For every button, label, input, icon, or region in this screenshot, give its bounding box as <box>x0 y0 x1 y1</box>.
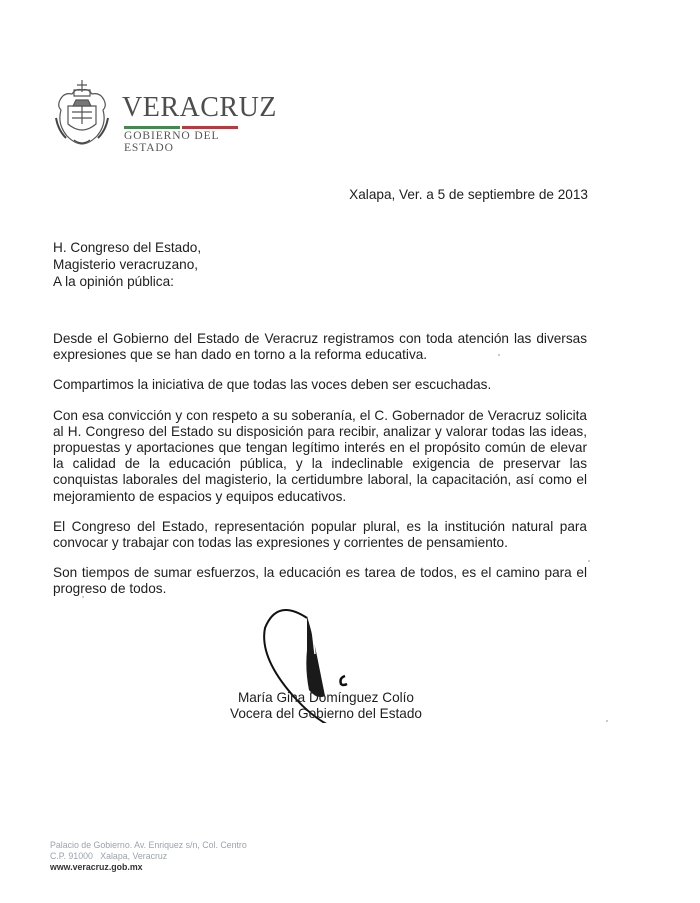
recipient-line: A la opinión pública: <box>53 274 174 289</box>
date-line: Xalapa, Ver. a 5 de septiembre de 2013 <box>349 187 588 202</box>
signatory-name: María Gina Domínguez Colío <box>237 690 414 705</box>
brand-name: VERACRUZ <box>122 92 277 123</box>
scan-speck <box>588 560 590 562</box>
body-paragraph: Son tiempos de sumar esfuerzos, la educación es tarea de todos, es el camino para el progreso de todos. <box>53 565 587 597</box>
signatory-title: Vocera del Gobierno del Estado <box>230 706 422 721</box>
letter-footer <box>50 840 247 873</box>
letterhead-logo <box>52 78 277 154</box>
recipient-line: H. Congreso del Estado, <box>53 240 202 255</box>
signature-block <box>230 690 422 722</box>
recipients-block <box>53 239 201 290</box>
footer-website-link[interactable]: www.veracruz.gob.mx <box>50 862 143 872</box>
body-paragraph: Compartimos la iniciativa de que todas las voces deben ser escuchadas. <box>53 377 492 393</box>
scan-speck <box>606 720 608 722</box>
recipient-line: Magisterio veracruzano, <box>53 257 199 272</box>
letter-body <box>53 331 587 612</box>
body-paragraph: El Congreso del Estado, representación popular plural, es la institución natural para convocar y trabajar con todas las expresiones y corrientes de pensamiento. <box>53 518 587 551</box>
body-paragraph: Desde el Gobierno del Estado de Veracruz registramos con toda atención las diversas expresiones que se han dado en torno a la reforma educativa. <box>53 331 587 363</box>
brand-bar-green <box>124 126 180 129</box>
brand-subtitle: GOBIERNO DEL ESTADO <box>124 130 220 154</box>
body-paragraph: Con esa convicción y con respeto a su soberanía, el C. Gobernador de Veracruz solicita al H. Congreso del Estado su disposición para recibir, analizar y valorar todas las ideas, propuestas y aportaciones que tengan legítimo interés en el propósito común de elevar la calidad de la educación pública, y la indeclinable exigencia de preservar las conquistas laborales del magisterio, la certidumbre laboral, la capacitación, así como el mejoramiento de espacios y equipos educativos. <box>53 407 587 504</box>
brand-bar-red <box>182 126 238 129</box>
footer-address-line: C.P. 91000 Xalapa, Veracruz <box>50 851 168 861</box>
scan-speck <box>82 596 84 598</box>
coat-of-arms-icon <box>52 78 112 148</box>
footer-address-line: Palacio de Gobierno. Av. Enriquez s/n, Col. Centro <box>50 840 247 850</box>
scan-speck <box>498 354 500 356</box>
